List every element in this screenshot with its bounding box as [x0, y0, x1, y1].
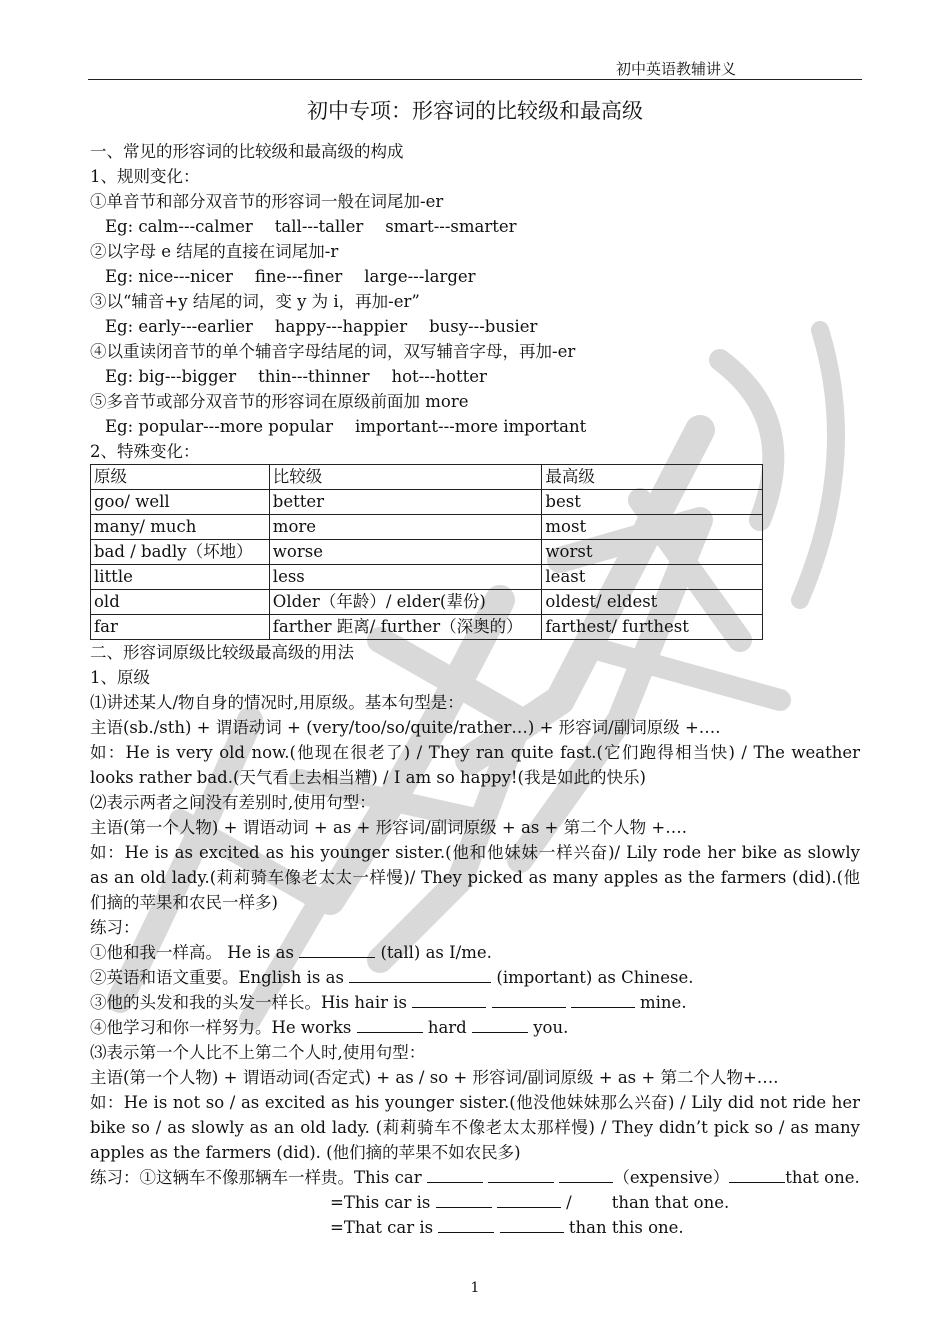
- answer-blank[interactable]: [436, 1192, 492, 1208]
- example-1: Eg: calm---calmer tall---taller smart---smarter: [105, 217, 517, 236]
- table-row: [91, 615, 763, 640]
- table-cell: farthest/ furthest: [542, 615, 763, 640]
- table-cell: most: [542, 515, 763, 540]
- table-header-cell: 原级: [91, 465, 270, 490]
- practice-q5-rewrite-1: =This car is / than that one.: [330, 1193, 730, 1212]
- table-cell: bad / badly（坏地）: [91, 540, 270, 565]
- table-row: [91, 515, 763, 540]
- examples-2: 如：He is as excited as his younger sister.(他和他妹妹一样兴奋)/ Lily rode her bike as slowly as an old lady.(莉莉骑车像老太太一样慢)/ They picked as many apples as the farmers (did).(他们摘的苹果和农民一样多): [90, 843, 860, 912]
- table-cell: many/ much: [91, 515, 270, 540]
- answer-blank[interactable]: [488, 1167, 554, 1183]
- section1-sub1: 1、规则变化：: [90, 167, 200, 186]
- table-cell: best: [542, 490, 763, 515]
- pattern-2: 主语(第一个人物) + 谓语动词 + as + 形容词/副词原级 + as + 第二个人物 +….: [90, 818, 687, 837]
- rule-1: ①单音节和部分双音节的形容词一般在词尾加-er: [90, 192, 444, 211]
- answer-blank[interactable]: [559, 1167, 613, 1183]
- page-number: 1: [470, 1280, 480, 1296]
- usage-3: ⑶表示第一个人比不上第二个人时,使用句型：: [90, 1043, 426, 1062]
- table-cell: better: [269, 490, 542, 515]
- usage-1: ⑴讲述某人/物自身的情况时,用原级。基本句型是：: [90, 693, 464, 712]
- table-cell: old: [91, 590, 270, 615]
- table-cell: goo/ well: [91, 490, 270, 515]
- rule-3: ③以“辅音+y 结尾的词，变 y 为 i，再加-er”: [90, 292, 420, 311]
- rule-4: ④以重读闭音节的单个辅音字母结尾的词，双写辅音字母，再加-er: [90, 342, 576, 361]
- irregular-forms-table: [90, 464, 763, 640]
- answer-blank[interactable]: [729, 1167, 785, 1183]
- examples-3: 如：He is not so / as excited as his younger sister.(他没他妹妹那么兴奋) / Lily did not ride her bike so / as slowly as an old lady. (莉莉骑车不像老太太那样慢) / They didn’t pick so / as many apples as the farmers (did). (他们摘的苹果不如农民多): [90, 1093, 860, 1162]
- rule-2: ②以字母 e 结尾的直接在词尾加-r: [90, 242, 339, 261]
- table-cell: far: [91, 615, 270, 640]
- rule-5: ⑤多音节或部分双音节的形容词在原级前面加 more: [90, 392, 469, 411]
- page-title: 初中专项：形容词的比较级和最高级: [307, 99, 643, 123]
- table-header-cell: 比较级: [269, 465, 542, 490]
- answer-blank[interactable]: [500, 1217, 564, 1233]
- pattern-1: 主语(sb./sth) + 谓语动词 + (very/too/so/quite/rather…) + 形容词/副词原级 +….: [90, 718, 721, 737]
- pattern-3: 主语(第一个人物) + 谓语动词(否定式) + as / so + 形容词/副词原级 + as + 第二个人物+….: [90, 1068, 779, 1087]
- table-cell: worse: [269, 540, 542, 565]
- section2-sub1: 1、原级: [90, 668, 150, 687]
- table-cell: worst: [542, 540, 763, 565]
- answer-blank[interactable]: [472, 1017, 528, 1033]
- examples-1: 如：He is very old now.(他现在很老了) / They ran quite fast.(它们跑得相当快) / The weather looks rather bad.(天气看上去相当糟) / I am so happy!(我是如此的快乐): [90, 743, 860, 787]
- table-cell: farther 距离/ further（深奥的）: [269, 615, 542, 640]
- answer-blank[interactable]: [427, 1167, 483, 1183]
- document-body: [90, 139, 860, 1240]
- example-5: Eg: popular---more popular important---more important: [105, 417, 587, 436]
- table-cell: Older（年龄）/ elder(辈份): [269, 590, 542, 615]
- usage-2: ⑵表示两者之间没有差别时,使用句型：: [90, 793, 376, 812]
- table-header-cell: 最高级: [542, 465, 763, 490]
- table-cell: little: [91, 565, 270, 590]
- answer-blank[interactable]: [492, 992, 566, 1008]
- table-row: [91, 590, 763, 615]
- answer-blank[interactable]: [571, 992, 635, 1008]
- table-cell: less: [269, 565, 542, 590]
- practice-q3: ③他的头发和我的头发一样长。His hair is mine.: [90, 993, 687, 1012]
- answer-blank[interactable]: [438, 1217, 494, 1233]
- practice-q2: ②英语和语文重要。English is as (important) as Chinese.: [90, 968, 694, 987]
- table-row: [91, 540, 763, 565]
- answer-blank[interactable]: [349, 967, 491, 983]
- practice-q5-rewrite-2: =That car is than this one.: [330, 1218, 684, 1237]
- practice-q5: 练习：①这辆车不像那辆车一样贵。This car （expensive） that one.: [90, 1168, 860, 1187]
- section1-heading: 一、常见的形容词的比较级和最高级的构成: [90, 142, 404, 161]
- table-cell: least: [542, 565, 763, 590]
- section2-heading: 二、形容词原级比较级最高级的用法: [90, 643, 354, 662]
- section1-sub2: 2、特殊变化：: [90, 442, 200, 461]
- answer-blank[interactable]: [299, 942, 375, 958]
- header-divider: [88, 79, 862, 80]
- table-row: [91, 490, 763, 515]
- practice-q1: ①他和我一样高。 He is as (tall) as I/me.: [90, 943, 492, 962]
- answer-blank[interactable]: [497, 1192, 561, 1208]
- example-4: Eg: big---bigger thin---thinner hot---hotter: [105, 367, 487, 386]
- practice-label: 练习：: [90, 918, 140, 937]
- example-2: Eg: nice---nicer fine---finer large---larger: [105, 267, 476, 286]
- practice-q4: ④他学习和你一样努力。He works hard you.: [90, 1018, 569, 1037]
- table-cell: oldest/ eldest: [542, 590, 763, 615]
- answer-blank[interactable]: [357, 1017, 423, 1033]
- table-cell: more: [269, 515, 542, 540]
- table-header-row: [91, 465, 763, 490]
- table-row: [91, 565, 763, 590]
- header-title: 初中英语教辅讲义: [616, 60, 737, 78]
- answer-blank[interactable]: [412, 992, 486, 1008]
- example-3: Eg: early---earlier happy---happier busy---busier: [105, 317, 538, 336]
